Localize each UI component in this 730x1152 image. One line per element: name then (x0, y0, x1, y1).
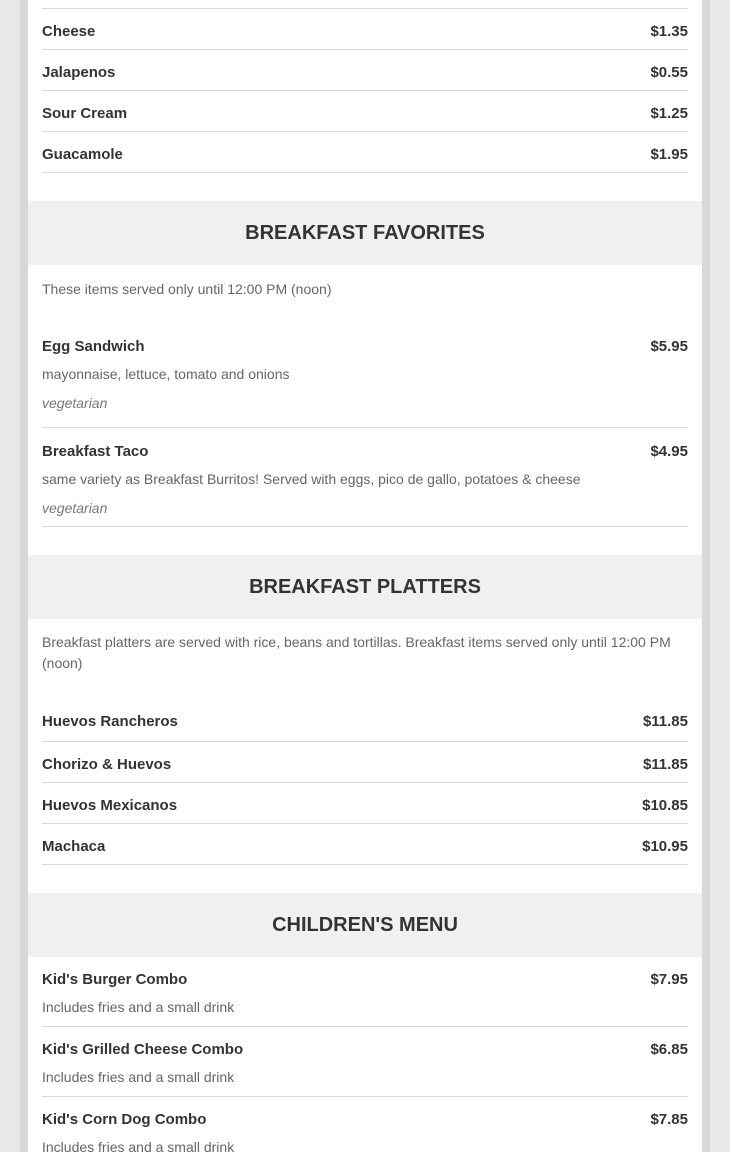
item-name: Sour Cream (42, 105, 128, 122)
item-price: $5.95 (650, 338, 688, 355)
item-name: Huevos Rancheros (42, 713, 178, 730)
section-header-breakfast-platters: BREAKFAST PLATTERS (28, 555, 702, 619)
section-note: These items served only until 12:00 PM (noon) (42, 281, 332, 297)
item-description: Includes fries and a small drink (42, 1139, 235, 1152)
item-price: $1.25 (650, 105, 688, 122)
list-item[interactable] (42, 336, 688, 428)
item-price: $1.35 (650, 23, 688, 40)
item-name: Breakfast Taco (42, 443, 149, 460)
item-price: $1.95 (650, 146, 688, 163)
page-background (20, 0, 710, 1152)
item-name: Jalapenos (42, 64, 116, 81)
list-item[interactable] (42, 91, 688, 132)
item-description: Includes fries and a small drink (42, 999, 235, 1015)
item-price: $4.95 (650, 443, 688, 460)
list-item[interactable] (42, 132, 688, 173)
item-name: Kid's Corn Dog Combo (42, 1111, 207, 1128)
item-price: $0.55 (650, 64, 688, 81)
item-name: Kid's Grilled Cheese Combo (42, 1041, 244, 1058)
menu-card (28, 0, 702, 1152)
list-item[interactable] (42, 1027, 688, 1097)
list-item[interactable] (42, 971, 688, 1027)
section-header-breakfast-favorites: BREAKFAST FAVORITES (28, 201, 702, 265)
list-item[interactable] (42, 824, 688, 865)
item-price: $7.85 (650, 1111, 688, 1128)
item-price: $6.85 (650, 1041, 688, 1058)
item-name: Kid's Burger Combo (42, 971, 188, 988)
list-item[interactable] (42, 428, 688, 527)
item-description: mayonnaise, lettuce, tomato and onions (42, 366, 290, 382)
list-item[interactable] (42, 1097, 688, 1152)
item-price: $10.85 (642, 797, 688, 814)
section-header-childrens-menu: CHILDREN'S MENU (28, 893, 702, 957)
item-description: same variety as Breakfast Burritos! Served with eggs, pico de gallo, potatoes & cheese (42, 471, 581, 487)
item-name: Egg Sandwich (42, 338, 145, 355)
item-name: Guacamole (42, 146, 123, 163)
item-price: $11.85 (642, 756, 688, 773)
list-item[interactable] (42, 742, 688, 783)
list-item[interactable] (42, 50, 688, 91)
item-price: $11.85 (642, 713, 688, 730)
item-description: Includes fries and a small drink (42, 1069, 235, 1085)
item-name: Machaca (42, 838, 106, 855)
list-item[interactable] (42, 783, 688, 824)
item-name: Huevos Mexicanos (42, 797, 178, 814)
item-price: $7.95 (650, 971, 688, 988)
dietary-tag: vegetarian (42, 395, 108, 411)
item-name: Cheese (42, 23, 96, 40)
list-item[interactable] (42, 9, 688, 50)
item-price: $10.95 (642, 838, 688, 855)
section-note: Breakfast platters are served with rice, beans and tortillas. Breakfast items served only until 12:00 PM (noon) (42, 634, 671, 671)
item-name: Chorizo & Huevos (42, 756, 172, 773)
list-item[interactable] (42, 711, 688, 742)
dietary-tag: vegetarian (42, 500, 108, 516)
